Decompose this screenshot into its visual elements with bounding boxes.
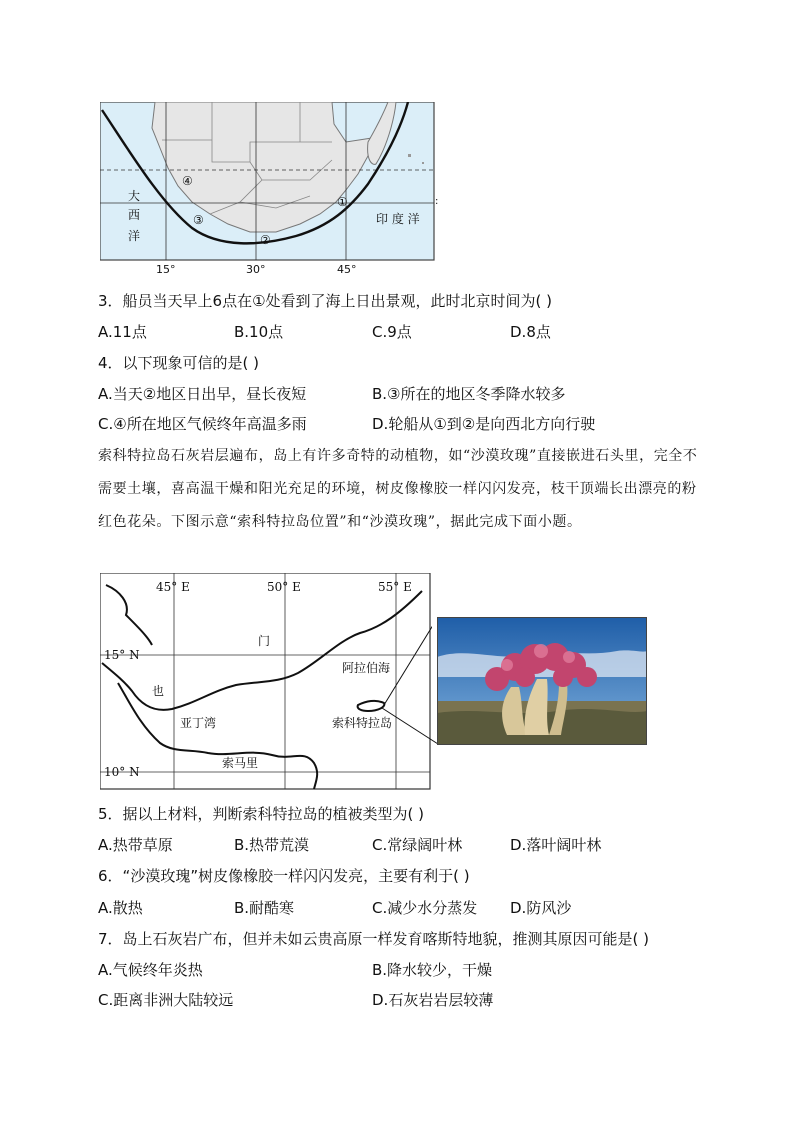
atlantic-char-1: 大 [128, 189, 141, 203]
marker-3: ③ [193, 213, 204, 227]
map2-lat-15: 15° N [104, 648, 140, 662]
q3-option-b: B.10点 [234, 323, 284, 341]
label-yemen-b: 也 [152, 684, 165, 698]
marker-2: ② [260, 233, 271, 247]
q6-option-d: D.防风沙 [510, 899, 572, 917]
question-7-stem: 7．岛上石灰岩广布，但并未如云贵高原一样发育喀斯特地貌，推测其原因可能是( ) [98, 930, 650, 948]
atlantic-char-2: 西 [128, 208, 141, 222]
q5-option-d: D.落叶阔叶林 [510, 836, 602, 854]
q6-option-a: A.散热 [98, 899, 143, 917]
map2-lon-55: 55° E [378, 580, 412, 594]
question-6-stem: 6．“沙漠玫瑰”树皮像橡胶一样闪闪发亮，主要有利于( ) [98, 867, 470, 885]
label-socotra: 索科特拉岛 [332, 716, 393, 730]
q4-option-d: D.轮船从①到②是向西北方向行驶 [372, 415, 596, 433]
q6-option-b: B.耐酷寒 [234, 899, 295, 917]
map1-edge-mark: : [435, 196, 439, 207]
label-arabian-sea: 阿拉伯海 [342, 661, 391, 675]
q3-option-c: C.9点 [372, 323, 412, 341]
map2-lat-10: 10° N [104, 765, 140, 779]
q7-option-a: A.气候终年炎热 [98, 961, 203, 979]
question-5-stem: 5．据以上材料，判断索科特拉岛的植被类型为( ) [98, 805, 425, 823]
question-3-stem: 3．船员当天早上6点在①处看到了海上日出景观，此时北京时间为( ) [98, 292, 553, 310]
q3-option-d: D.8点 [510, 323, 551, 341]
label-yemen-a: 门 [258, 634, 271, 648]
q7-option-d: D.石灰岩岩层较薄 [372, 991, 494, 1009]
q5-option-c: C.常绿阔叶林 [372, 836, 463, 854]
lon-label-45: 45° [337, 263, 357, 276]
map2-lon-50: 50° E [267, 580, 301, 594]
marker-1: ① [337, 195, 348, 209]
socotra-location-map [100, 573, 432, 791]
q4-option-c: C.④所在地区气候终年高温多雨 [98, 415, 307, 433]
q7-option-b: B.降水较少，干燥 [372, 961, 493, 979]
map2-lon-45: 45° E [156, 580, 190, 594]
desert-rose-photo [437, 617, 647, 745]
lon-label-15: 15° [156, 263, 176, 276]
lon-label-30: 30° [246, 263, 266, 276]
label-somalia: 索马里 [222, 756, 259, 770]
label-gulf-of-aden: 亚丁湾 [180, 716, 217, 730]
q3-option-a: A.11点 [98, 323, 147, 341]
q7-option-c: C.距离非洲大陆较远 [98, 991, 234, 1009]
southern-africa-route-map [100, 102, 439, 262]
atlantic-char-3: 洋 [128, 229, 141, 243]
q4-option-b: B.③所在的地区冬季降水较多 [372, 385, 566, 403]
q5-option-b: B.热带荒漠 [234, 836, 310, 854]
callout-line-bottom [380, 700, 440, 750]
q4-option-a: A.当天②地区日出早，昼长夜短 [98, 385, 307, 403]
q5-option-a: A.热带草原 [98, 836, 173, 854]
q6-option-c: C.减少水分蒸发 [372, 899, 478, 917]
socotra-passage: 索科特拉岛石灰岩层遍布，岛上有许多奇特的动植物，如“沙漠玫瑰”直接嵌进石头里，完全不需要土壤，喜高温干燥和阳光充足的环境，树皮像橡胶一样闪闪发亮，枝干顶端长出漂亮的粉红色花朵。下图示意“索科特拉岛位置”和“沙漠玫瑰”，据此完成下面小题。 [98, 448, 698, 530]
marker-4: ④ [182, 174, 193, 188]
indian-ocean-label: 印 度 洋 [376, 212, 420, 226]
question-4-stem: 4．以下现象可信的是( ) [98, 354, 260, 372]
